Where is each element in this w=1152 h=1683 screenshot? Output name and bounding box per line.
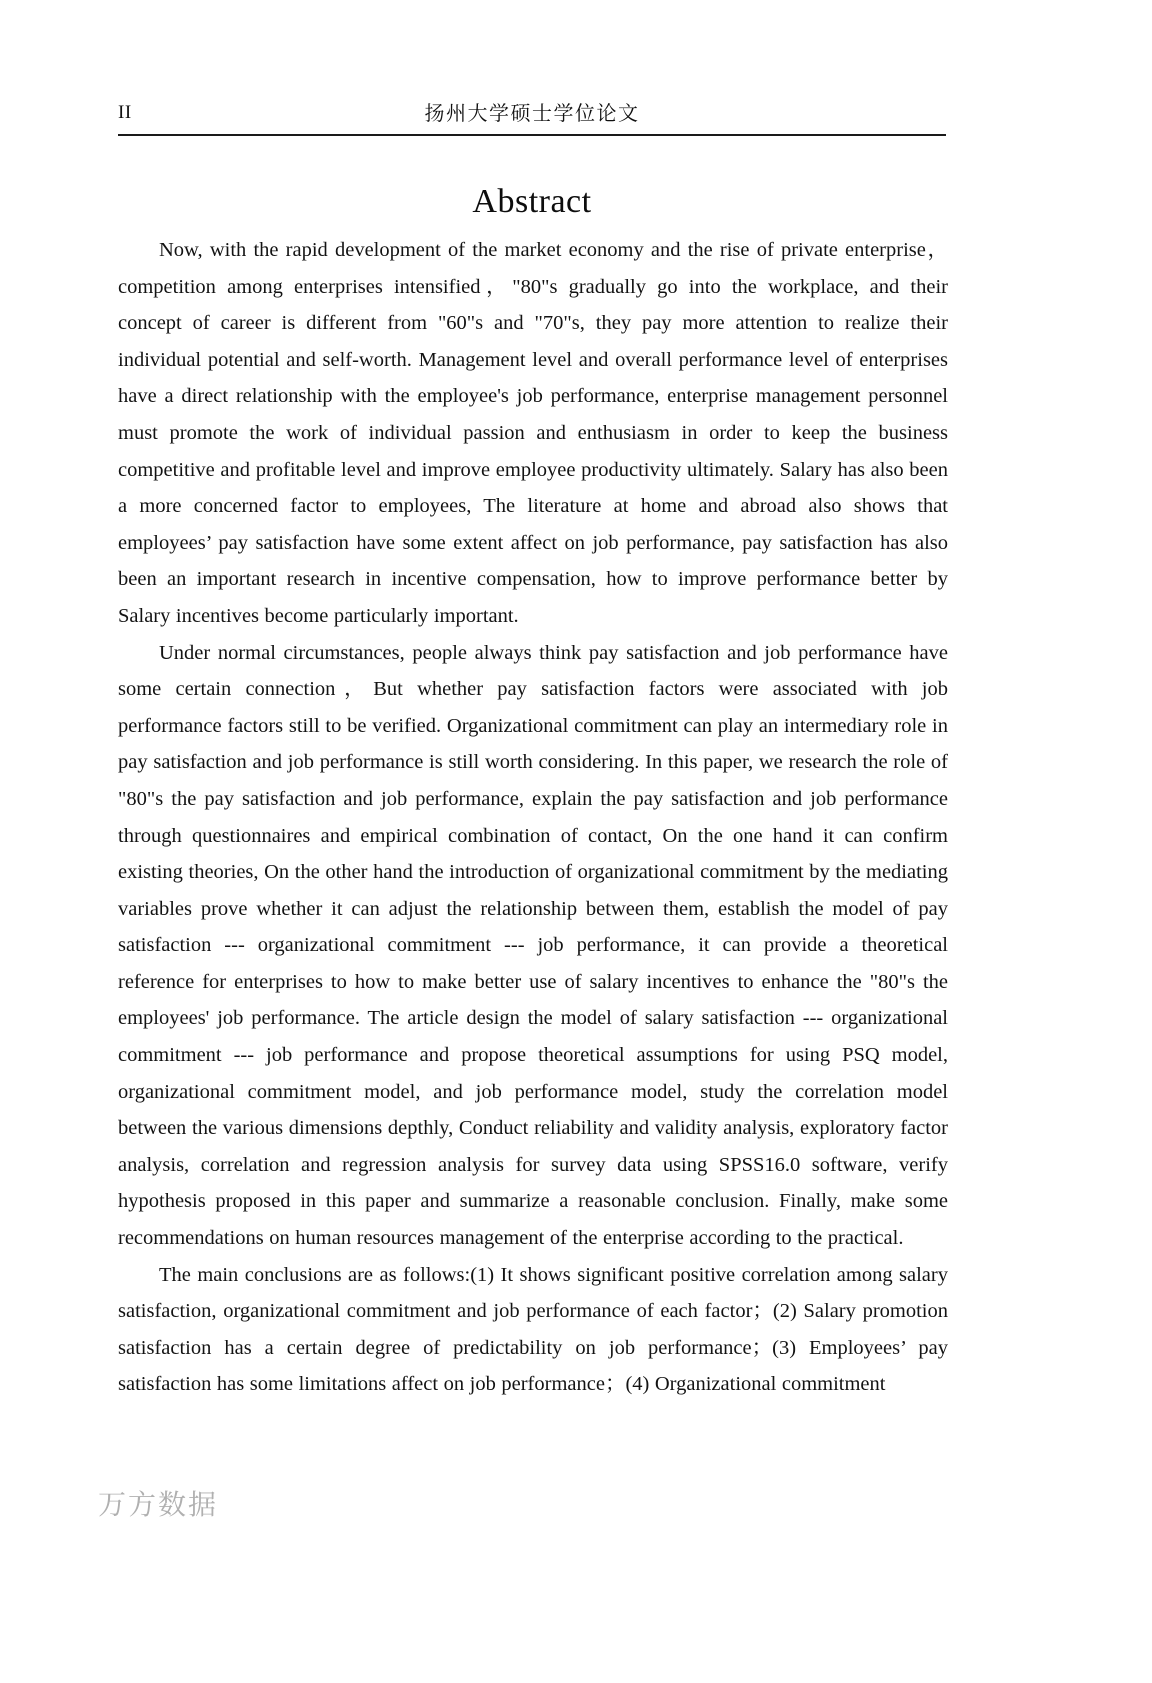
watermark: 万方数据 <box>98 1488 219 1521</box>
page-title: Abstract <box>472 182 592 220</box>
header-thesis-title: 扬州大学硕士学位论文 <box>424 101 640 125</box>
abstract-paragraph-2: Under normal circumstances, people always think pay satisfaction and job performance have some certain connection，But whether pay satisfaction factors were associated with job performance factors still to be verified. Organizational commitment can play an intermediary role in pay satisfaction and job performance is still worth considering. In this paper, we research the role of "80"s the pay satisfaction and job performance, explain the pay satisfaction and job performance through questionnaires and empirical combination of contact, On the one hand it can confirm existing theories, On the other hand the introduction of organizational commitment by the mediating variables prove whether it can adjust the relationship between them, establish the model of pay satisfaction --- organizational commitment --- job performance, it can provide a theoretical reference for enterprises to how to make better use of salary incentives to enhance the "80"s the employees' job performance. The article design the model of salary satisfaction --- organizational commitment --- job performance and propose theoretical assumptions for using PSQ model, organizational commitment model, and job performance model, study the correlation model between the various dimensions depthly, Conduct reliability and validity analysis, exploratory factor analysis, correlation and regression analysis for survey data using SPSS16.0 software, verify hypothesis proposed in this paper and summarize a reasonable conclusion. Finally, make some recommendations on human resources management of the enterprise according to the practical. <box>118 641 948 1250</box>
abstract-paragraph-3: The main conclusions are as follows:(1) It shows significant positive correlation among salary satisfaction, organizational commitment and job performance of each factor；(2) Salary promotion satisfaction has a certain degree of predictability on job performance；(3) Employees’ pay satisfaction has some limitations affect on job performance；(4) Organizational commitment <box>118 1263 948 1396</box>
abstract-paragraph-1: Now, with the rapid development of the market economy and the rise of private enterprise，competition among enterprises intensified，"80"s gradually go into the workplace, and their concept of career is different from "60"s and "70"s, they pay more attention to realize their individual potential and self-worth. Management level and overall performance level of enterprises have a direct relationship with the employee's job performance, enterprise management personnel must promote the work of individual passion and enthusiasm in order to keep the business competitive and profitable level and improve employee productivity ultimately. Salary has also been a more concerned factor to employees, The literature at home and abroad also shows that employees’ pay satisfaction have some extent affect on job performance, pay satisfaction has also been an important research in incentive compensation, how to improve performance better by Salary incentives become particularly important. <box>118 239 948 627</box>
abstract-body <box>118 232 948 1403</box>
running-header <box>118 98 946 136</box>
page-number: II <box>118 102 132 123</box>
header-divider <box>118 134 946 136</box>
